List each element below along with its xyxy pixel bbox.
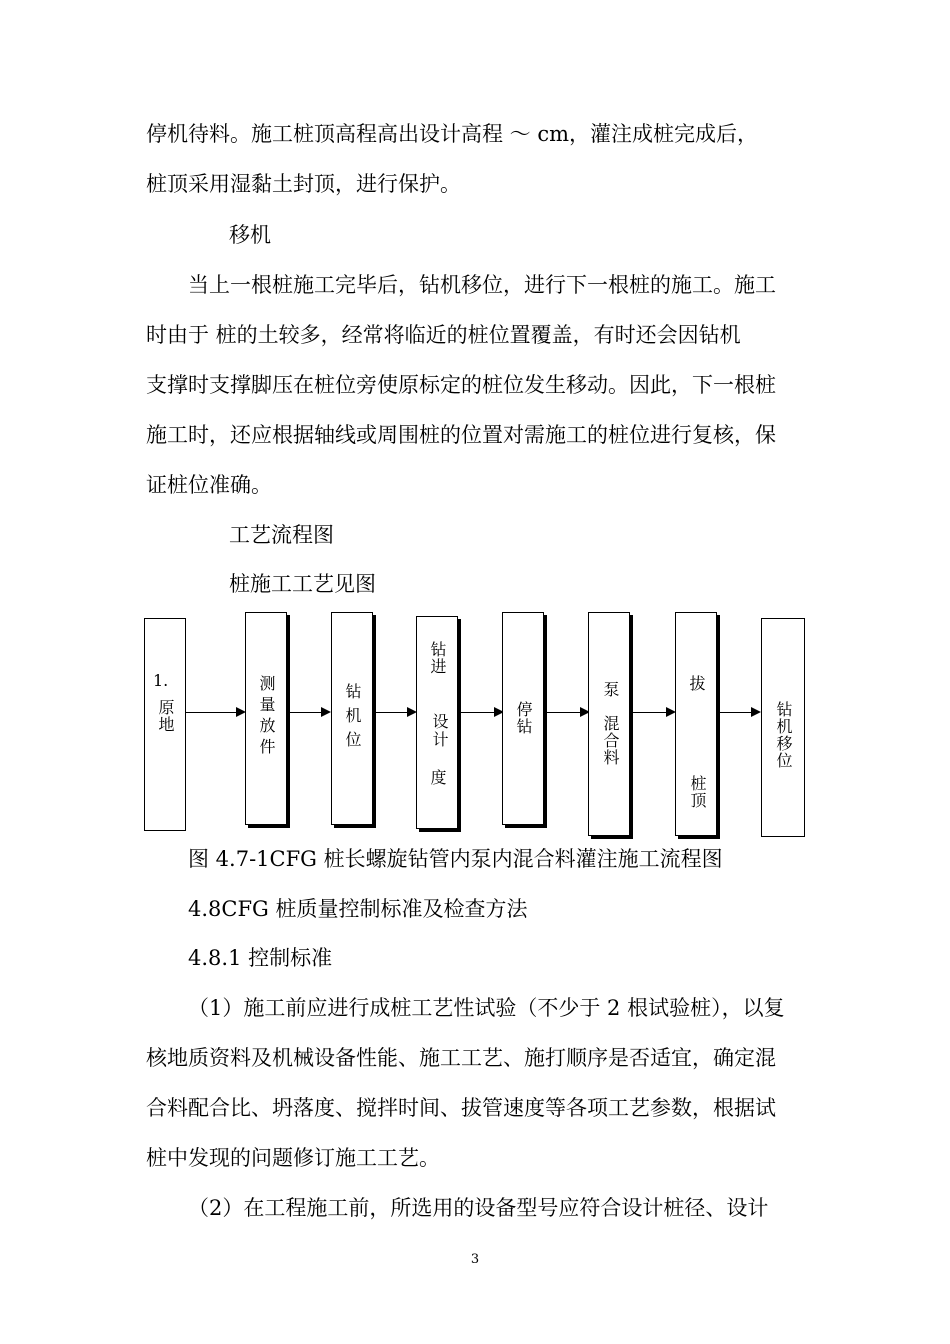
flow-step-7 [675,612,717,836]
flow-step-3-label: 钻机位 [343,683,362,755]
process-flowchart [140,612,820,842]
paragraph-2-line-5: 证桩位准确。 [146,473,272,497]
flow-arrow-1 [186,712,244,713]
flow-step-6-label-a: 泵 [601,681,620,698]
paragraph-2-line-3: 支撑时支撑脚压在桩位旁使原标定的桩位发生移动。因此，下一根桩 [146,373,776,397]
flow-arrow-3 [373,712,415,713]
flow-arrow-4 [458,712,502,713]
flow-step-1 [144,618,186,831]
flow-arrow-6 [630,712,674,713]
flow-step-5-label: 停钻 [514,701,533,735]
paragraph-1-line-1: 停机待料。施工桩顶高程高出设计高程 ～ cm，灌注成桩完成后， [146,122,759,146]
flow-reference: 桩施工工艺见图 [229,572,376,596]
item-2-line-1: （2）在工程施工前，所选用的设备型号应符合设计桩径、设计 [188,1196,769,1220]
section-title: 4.8CFG 桩质量控制标准及检查方法 [188,897,528,921]
flow-step-6 [588,612,630,836]
item-1-line-3: 合料配合比、坍落度、搅拌时间、拔管速度等各项工艺参数，根据试 [146,1096,776,1120]
heading-flow: 工艺流程图 [229,523,334,547]
flow-step-8-label: 钻机移位 [774,701,793,769]
flow-step-2-label: 测量放件 [257,675,276,759]
subsection-title: 4.8.1 控制标准 [188,946,333,970]
item-1-line-1: （1）施工前应进行成桩工艺性试验（不少于 2 根试验桩），以复 [188,996,785,1020]
paragraph-2-line-1: 当上一根桩施工完毕后，钻机移位，进行下一根桩的施工。施工 [188,273,776,297]
item-1-line-2: 核地质资料及机械设备性能、施工工艺、施打顺序是否适宜，确定混 [146,1046,776,1070]
flow-step-1-number: 1. [153,671,169,690]
flow-arrow-5 [544,712,588,713]
flow-step-4 [416,616,458,829]
heading-move: 移机 [229,223,271,247]
flow-arrow-2 [287,712,329,713]
paragraph-1-line-2: 桩顶采用湿黏土封顶，进行保护。 [146,172,461,196]
flow-step-4-label-a: 钻进 [428,641,447,675]
flow-step-4-label-b: 设计 [430,713,449,749]
flow-step-2 [245,612,287,825]
flow-step-8 [761,618,805,837]
flow-step-7-label-a: 拔 [687,675,706,692]
figure-caption: 图 4.7-1CFG 桩长螺旋钻管内泵内混合料灌注施工流程图 [188,847,723,871]
paragraph-2-line-4: 施工时，还应根据轴线或周围桩的位置对需施工的桩位进行复核，保 [146,423,776,447]
item-1-line-4: 桩中发现的问题修订施工工艺。 [146,1146,440,1170]
page-number: 3 [470,1252,480,1267]
flow-step-6-label-b: 混合料 [601,715,620,766]
flow-step-7-label-b: 桩顶 [688,775,707,809]
flow-step-4-label-c: 度 [428,769,447,786]
flow-arrow-7 [717,712,759,713]
flow-step-3 [331,612,373,825]
paragraph-2-line-2: 时由于 桩的土较多，经常将临近的桩位置覆盖，有时还会因钻机 [146,323,741,347]
flow-step-1-label: 原地 [156,699,175,733]
flow-step-5 [502,612,544,825]
